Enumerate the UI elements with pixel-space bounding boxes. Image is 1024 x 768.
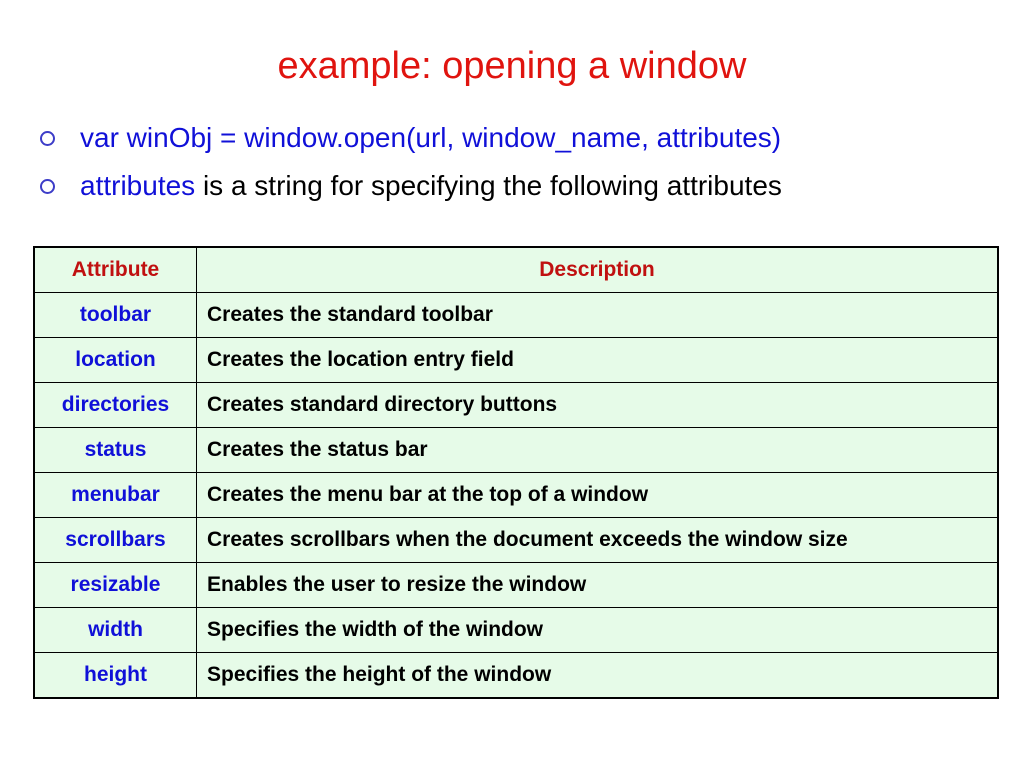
hollow-circle-bullet-icon <box>40 131 55 146</box>
description-cell: Creates standard directory buttons <box>197 383 999 428</box>
attribute-cell: location <box>34 338 197 383</box>
attribute-cell: width <box>34 608 197 653</box>
attribute-cell: toolbar <box>34 293 197 338</box>
table-header-row <box>34 247 998 293</box>
attribute-cell: scrollbars <box>34 518 197 563</box>
description-cell: Specifies the width of the window <box>197 608 999 653</box>
attributes-table <box>33 246 999 699</box>
table-row <box>34 473 998 518</box>
attribute-cell: status <box>34 428 197 473</box>
description-cell: Specifies the height of the window <box>197 653 999 699</box>
description-cell: Creates the standard toolbar <box>197 293 999 338</box>
window-open-code: var winObj = window.open(url, window_name, attributes) <box>80 122 782 153</box>
attribute-cell: menubar <box>34 473 197 518</box>
description-cell: Creates scrollbars when the document exceeds the window size <box>197 518 999 563</box>
description-cell: Enables the user to resize the window <box>197 563 999 608</box>
attributes-keyword: attributes <box>80 170 196 201</box>
bullet-item-window-open <box>40 118 1000 166</box>
table-row <box>34 608 998 653</box>
table-row <box>34 518 998 563</box>
slide-title: example: opening a window <box>277 45 747 87</box>
attribute-cell: height <box>34 653 197 699</box>
bullet-item-attributes <box>40 166 1000 214</box>
table-row <box>34 428 998 473</box>
attribute-cell: directories <box>34 383 197 428</box>
table-row <box>34 338 998 383</box>
attributes-description: is a string for specifying the following attributes <box>195 170 782 201</box>
table-row <box>34 563 998 608</box>
table-row <box>34 383 998 428</box>
description-column-header: Description <box>197 247 999 293</box>
attribute-column-header: Attribute <box>34 247 197 293</box>
description-cell: Creates the location entry field <box>197 338 999 383</box>
attribute-cell: resizable <box>34 563 197 608</box>
attributes-sentence <box>80 166 782 206</box>
description-cell: Creates the menu bar at the top of a window <box>197 473 999 518</box>
hollow-circle-bullet-icon <box>40 179 55 194</box>
table-row <box>34 293 998 338</box>
table-row <box>34 653 998 699</box>
bullet-list <box>40 118 1000 214</box>
description-cell: Creates the status bar <box>197 428 999 473</box>
